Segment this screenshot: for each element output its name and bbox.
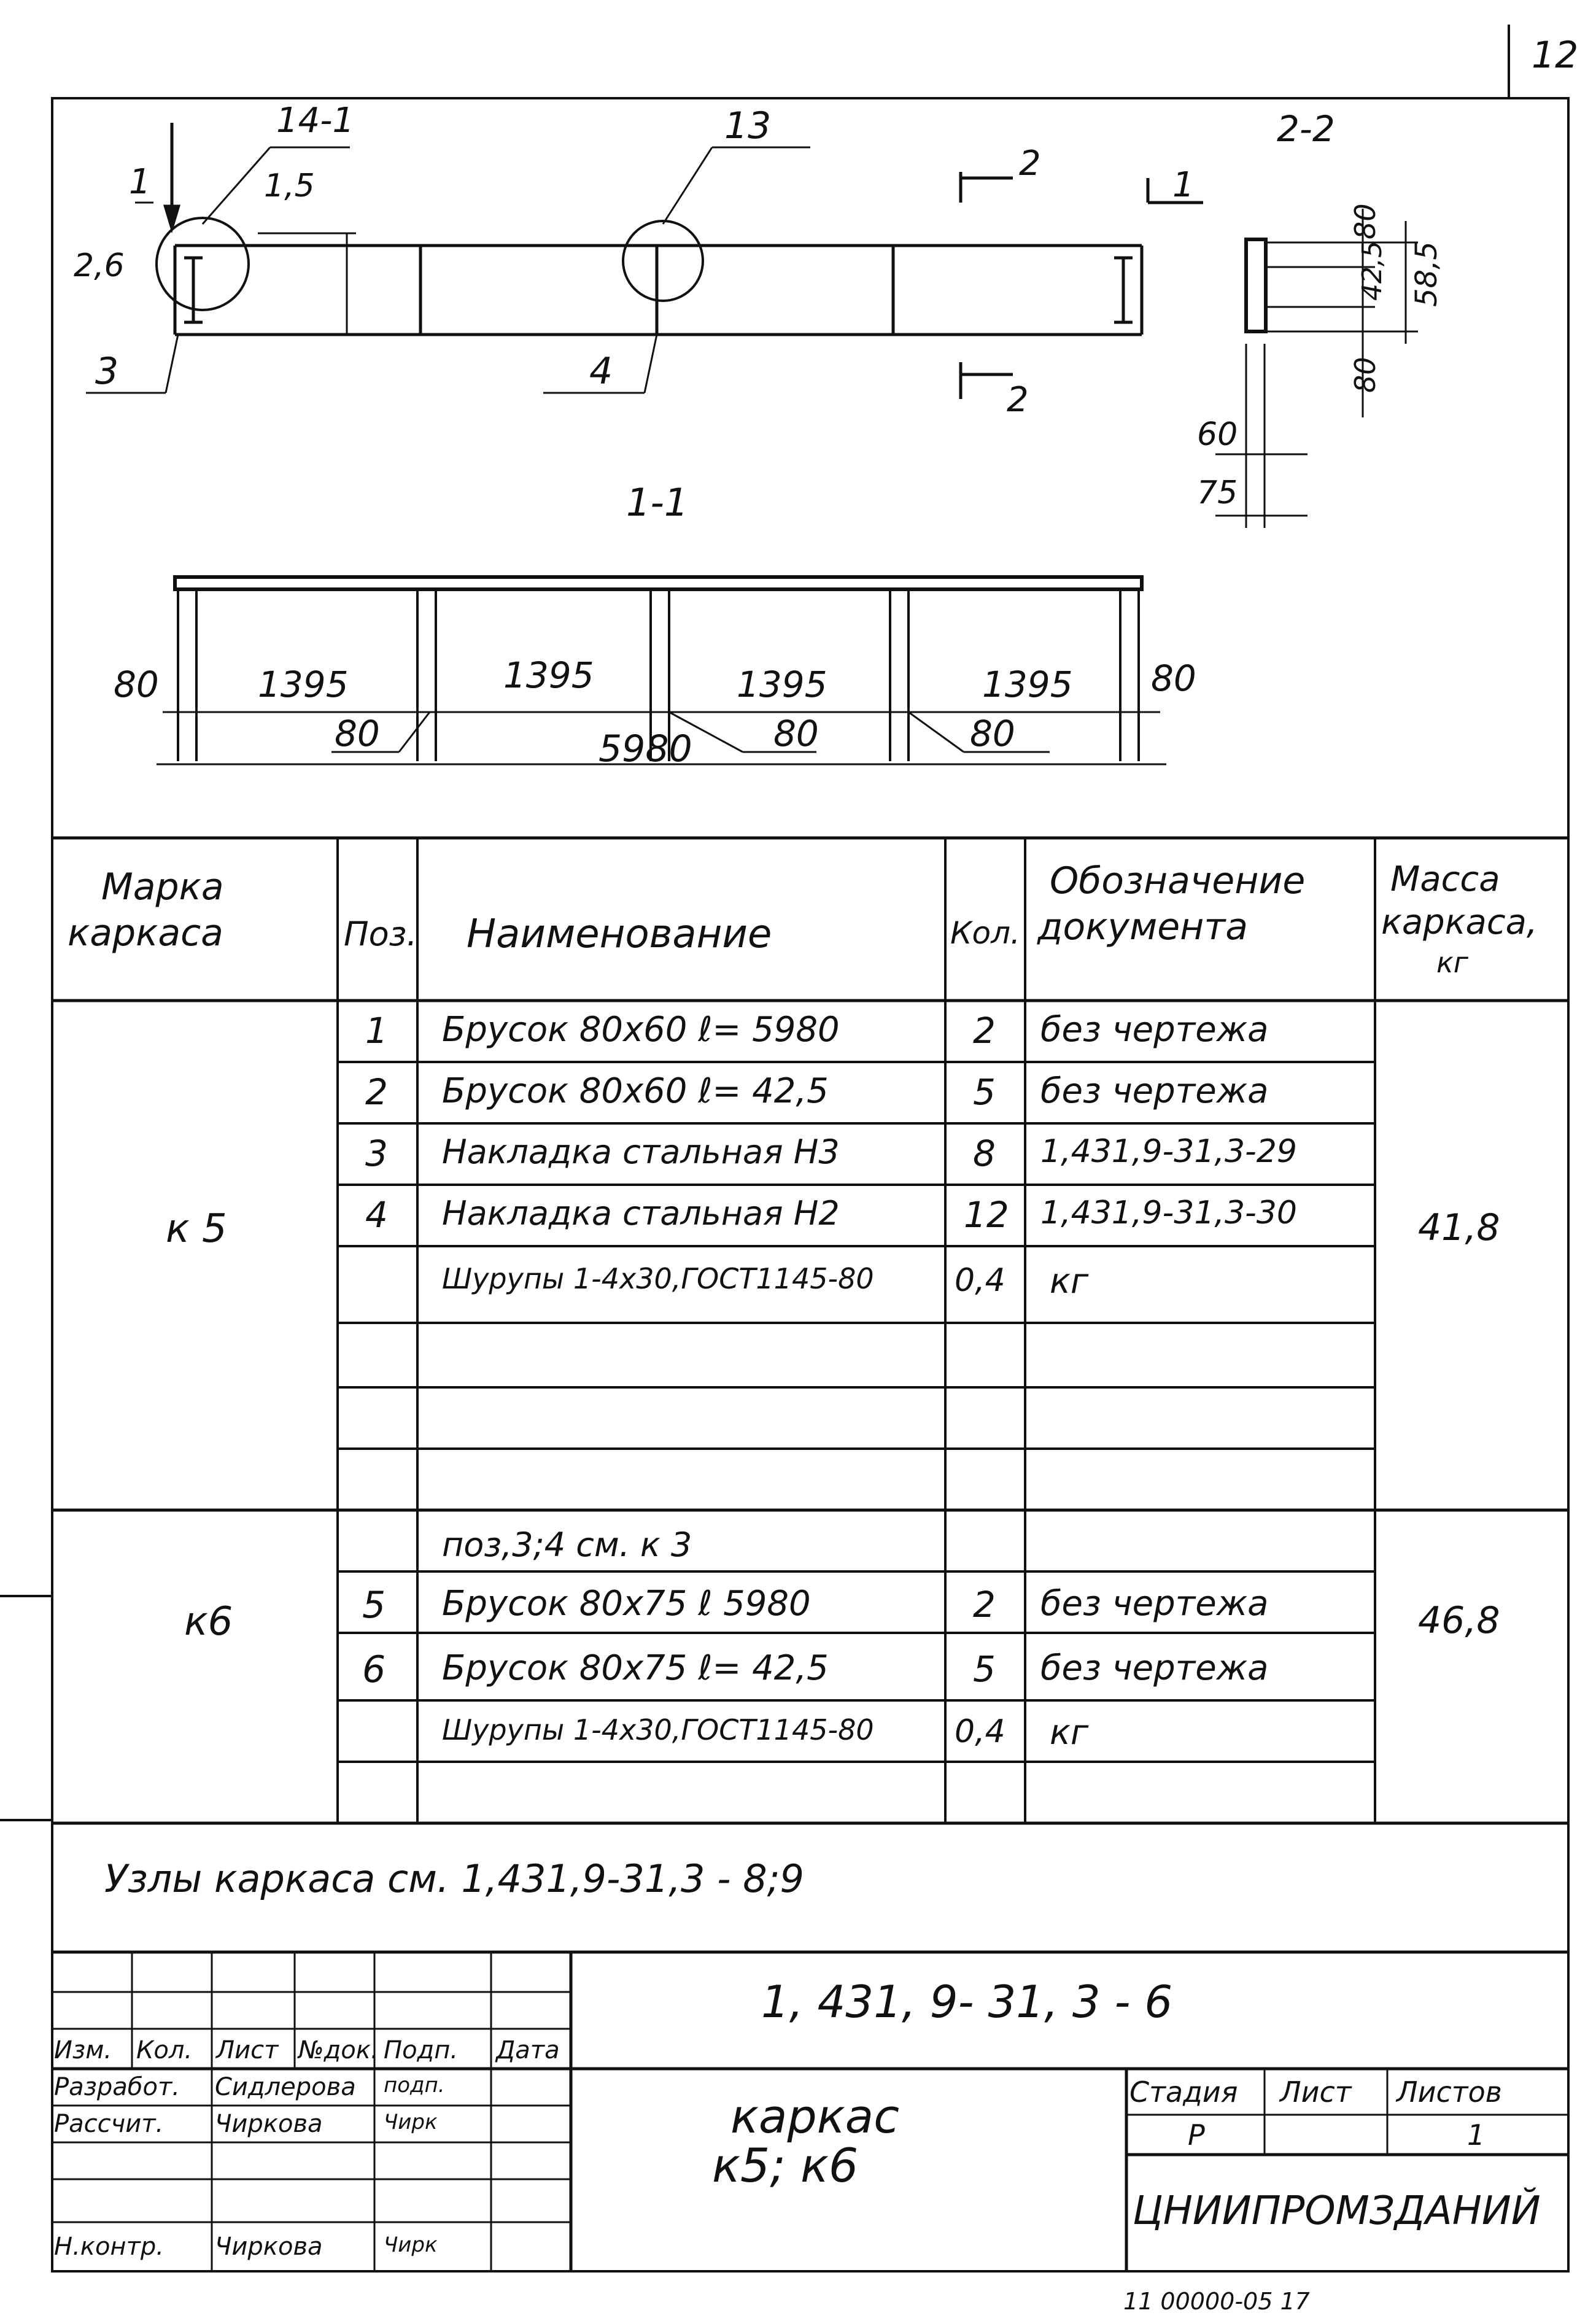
- cut-mark-2-bottom: 2: [1007, 380, 1029, 420]
- document-code: 1, 431, 9- 31, 3 - 6: [761, 1976, 1173, 2028]
- header-name: Наименование: [467, 912, 772, 957]
- k5-row-2-qty: 5: [973, 1071, 996, 1113]
- k5-row-3-name: Накладка стальная Н3: [442, 1133, 840, 1171]
- header-mark-line2: каркаса: [68, 912, 223, 955]
- dim-1-1-gap-1: 80: [335, 713, 380, 754]
- header-mass-line1: Масса: [1390, 859, 1500, 899]
- k6-row-5-name: Брусок 80х75 ℓ 5980: [442, 1584, 811, 1624]
- tb-col-data: Дата: [496, 2036, 560, 2064]
- cut-mark-1-right: 1: [1172, 165, 1195, 205]
- tb-stage-label: Стадия: [1129, 2075, 1238, 2109]
- k5-row-5-name: Шурупы 1-4х30,ГОСТ1145-80: [442, 1262, 874, 1295]
- header-mass-line2: каркаса,: [1381, 902, 1538, 942]
- k5-row-1-pos: 1: [365, 1010, 388, 1052]
- tb-sign-calculated: Чирк: [384, 2110, 438, 2134]
- tb-name-normcontrol: Чиркова: [215, 2233, 323, 2261]
- cut-mark-2-top: 2: [1019, 144, 1041, 184]
- section-title-2-2: 2-2: [1277, 108, 1335, 150]
- k5-row-2-pos: 2: [365, 1071, 388, 1113]
- header-qty: Кол.: [950, 915, 1020, 951]
- k5-row-1-doc: без чертежа: [1040, 1010, 1269, 1050]
- tb-sign-normcontrol: Чирк: [384, 2233, 438, 2257]
- callout-4: 4: [589, 350, 613, 393]
- k6-row-ref-name: поз,3;4 см. к 3: [442, 1525, 692, 1564]
- callout-13: 13: [724, 104, 772, 147]
- mass-k5: 41,8: [1418, 1206, 1500, 1249]
- dim-2-2-58-5: 58,5: [1409, 241, 1444, 307]
- dim-1-1-left-80: 80: [114, 664, 159, 705]
- tb-sheet-label: Лист: [1280, 2075, 1352, 2109]
- header-doc-line1: Обозначение: [1050, 859, 1306, 902]
- callout-3: 3: [95, 350, 119, 393]
- tb-name-developer: Сидлерова: [215, 2073, 356, 2101]
- dim-1-1-span-2: 1395: [503, 654, 594, 696]
- k5-row-4-name: Накладка стальная Н2: [442, 1194, 840, 1233]
- k6-row-5-pos: 5: [362, 1584, 386, 1627]
- cut-mark-1-left: 1: [129, 162, 151, 202]
- mark-k6: к6: [184, 1599, 233, 1645]
- dim-2-2-80-top: 80: [1349, 203, 1382, 239]
- k5-row-4-doc: 1,431,9-31,3-30: [1040, 1195, 1297, 1231]
- header-mark-line1: Марка: [101, 866, 224, 909]
- k5-row-5-qty: 0,4: [955, 1262, 1005, 1299]
- tb-col-list: Лист: [216, 2036, 279, 2064]
- tb-col-podp: Подп.: [384, 2036, 459, 2064]
- dim-2-2-80-bottom: 80: [1349, 357, 1382, 393]
- callout-14-1: 14-1: [276, 101, 355, 141]
- tb-sheets-value: 1: [1467, 2118, 1486, 2152]
- tb-sign-developer: подп.: [384, 2073, 445, 2098]
- k5-row-4-qty: 12: [964, 1194, 1009, 1236]
- tb-sheets-label: Листов: [1396, 2075, 1502, 2109]
- dim-1-1-total: 5980: [598, 727, 692, 770]
- organization-name: ЦНИИПРОМЗДАНИЙ: [1133, 2188, 1541, 2234]
- k5-row-3-qty: 8: [973, 1133, 996, 1174]
- tb-role-calculated: Рассчит.: [54, 2110, 164, 2138]
- k5-row-3-doc: 1,431,9-31,3-29: [1040, 1133, 1297, 1170]
- k6-row-screws-qty: 0,4: [955, 1713, 1005, 1750]
- tb-name-calculated: Чиркова: [215, 2110, 323, 2138]
- title-line-2: к5; к6: [712, 2138, 859, 2193]
- callout-1-5: 1,5: [264, 168, 315, 204]
- k5-row-4-pos: 4: [365, 1194, 388, 1236]
- tb-col-kol: Кол.: [136, 2036, 193, 2064]
- dim-2-2-42-5: 42,5: [1357, 241, 1388, 301]
- section-title-1-1: 1-1: [626, 480, 689, 525]
- mark-k5: к 5: [166, 1206, 227, 1252]
- dim-1-1-span-4: 1395: [982, 664, 1073, 705]
- k6-row-screws-doc: кг: [1050, 1713, 1089, 1753]
- callout-2-6: 2,6: [74, 247, 125, 284]
- assembly-note: Узлы каркаса см. 1,431,9-31,3 - 8;9: [104, 1856, 804, 1901]
- dim-2-2-75: 75: [1197, 475, 1238, 511]
- page-corner-mark: 12: [1532, 34, 1579, 77]
- k5-row-5-doc: кг: [1050, 1261, 1089, 1301]
- k5-row-2-name: Брусок 80х60 ℓ= 42,5: [442, 1071, 829, 1111]
- title-line-1: каркас: [730, 2089, 899, 2144]
- mass-k6: 46,8: [1418, 1599, 1500, 1642]
- tb-col-izm: Изм.: [54, 2036, 112, 2064]
- k6-row-5-qty: 2: [973, 1584, 996, 1625]
- header-pos: Поз.: [344, 915, 417, 953]
- tb-role-normcontrol: Н.контр.: [54, 2233, 164, 2261]
- dim-1-1-gap-2: 80: [773, 713, 819, 754]
- k6-row-6-doc: без чертежа: [1040, 1648, 1269, 1688]
- k6-row-6-name: Брусок 80х75 ℓ= 42,5: [442, 1648, 829, 1688]
- k5-row-1-qty: 2: [973, 1010, 996, 1052]
- tb-role-developer: Разработ.: [54, 2073, 180, 2101]
- header-mass-line3: кг: [1436, 946, 1468, 979]
- k5-row-3-pos: 3: [365, 1133, 388, 1174]
- footer-archive-mark: 11 00000-05 17: [1123, 2288, 1310, 2315]
- dim-1-1-gap-3: 80: [970, 713, 1015, 754]
- dim-1-1-span-3: 1395: [737, 664, 827, 705]
- tb-col-ndok: №док.: [298, 2036, 379, 2064]
- dim-1-1-right-80: 80: [1151, 657, 1196, 699]
- k6-row-6-pos: 6: [362, 1648, 386, 1691]
- header-doc-line2: документа: [1037, 905, 1249, 948]
- plan-view: [157, 218, 1142, 335]
- tb-stage-value: Р: [1188, 2118, 1205, 2152]
- k5-row-1-name: Брусок 80х60 ℓ= 5980: [442, 1010, 840, 1050]
- k5-row-2-doc: без чертежа: [1040, 1071, 1269, 1111]
- dim-1-1-span-1: 1395: [258, 664, 349, 705]
- dim-2-2-60: 60: [1197, 416, 1238, 453]
- k6-row-6-qty: 5: [973, 1648, 996, 1690]
- k6-row-screws-name: Шурупы 1-4х30,ГОСТ1145-80: [442, 1713, 874, 1746]
- k6-row-5-doc: без чертежа: [1040, 1584, 1269, 1624]
